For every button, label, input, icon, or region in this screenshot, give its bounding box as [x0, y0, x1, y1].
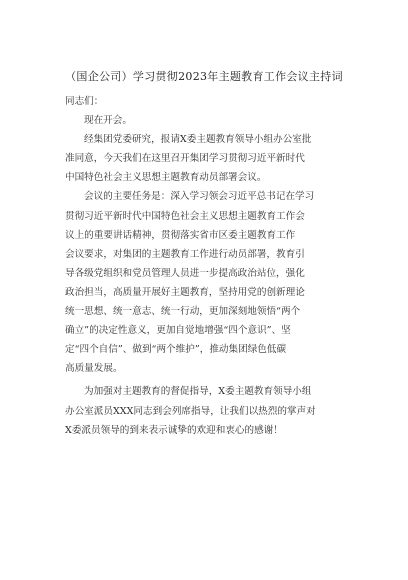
paragraph-line: 导各级党组织和党员管理人员进一步提高政治站位，强化	[65, 267, 305, 279]
paragraph-line: 统一思想、统一意志、统一行动，更加深刻地领悟“两个	[65, 306, 301, 318]
paragraph-line: 政治担当，高质量开展好主题教育，坚持用党的创新理论	[65, 286, 305, 298]
paragraph-line: 会议的主要任务是：深入学习领会习近平总书记在学习	[84, 191, 315, 203]
paragraph-line: 为加强对主题教育的督促指导，X委主题教育领导小组	[84, 386, 312, 398]
paragraph-line: 贯彻习近平新时代中国特色社会主义思想主题教育工作会	[65, 210, 305, 222]
paragraph-line: 准同意，今天我们在这里召开集团学习贯彻习近平新时代	[65, 153, 305, 165]
paragraph-line: 经集团党委研究，报请X委主题教育领导小组办公室批	[84, 134, 312, 146]
paragraph-line: 会议要求，对集团的主题教育工作进行动员部署，教育引	[65, 248, 305, 260]
paragraph-line: 定“四个自信”、做到“两个维护”，推动集团绿色低碳	[65, 344, 287, 356]
paragraph-line: 中国特色社会主义思想主题教育动员部署会议。	[65, 172, 267, 184]
salutation: 同志们：	[65, 96, 104, 107]
document-title: （国企公司）学习贯彻2023年主题教育工作会议主持词	[65, 70, 343, 83]
paragraph-line: 议上的重要讲话精神，贯彻落实省市区委主题教育工作	[65, 229, 296, 241]
paragraph-line: 办公室派员XXX同志到会列席指导，让我们以热烈的掌声对	[65, 405, 316, 417]
paragraph-line: 高质量发展。	[65, 363, 123, 375]
paragraph-line: X委派员领导的到来表示诚挚的欢迎和衷心的感谢！	[65, 424, 283, 436]
paragraph-line: 现在开会。	[84, 115, 132, 127]
document-body	[65, 92, 343, 440]
paragraph-line: 确立”的决定性意义，更加自觉地增强“四个意识”、坚	[65, 325, 291, 337]
